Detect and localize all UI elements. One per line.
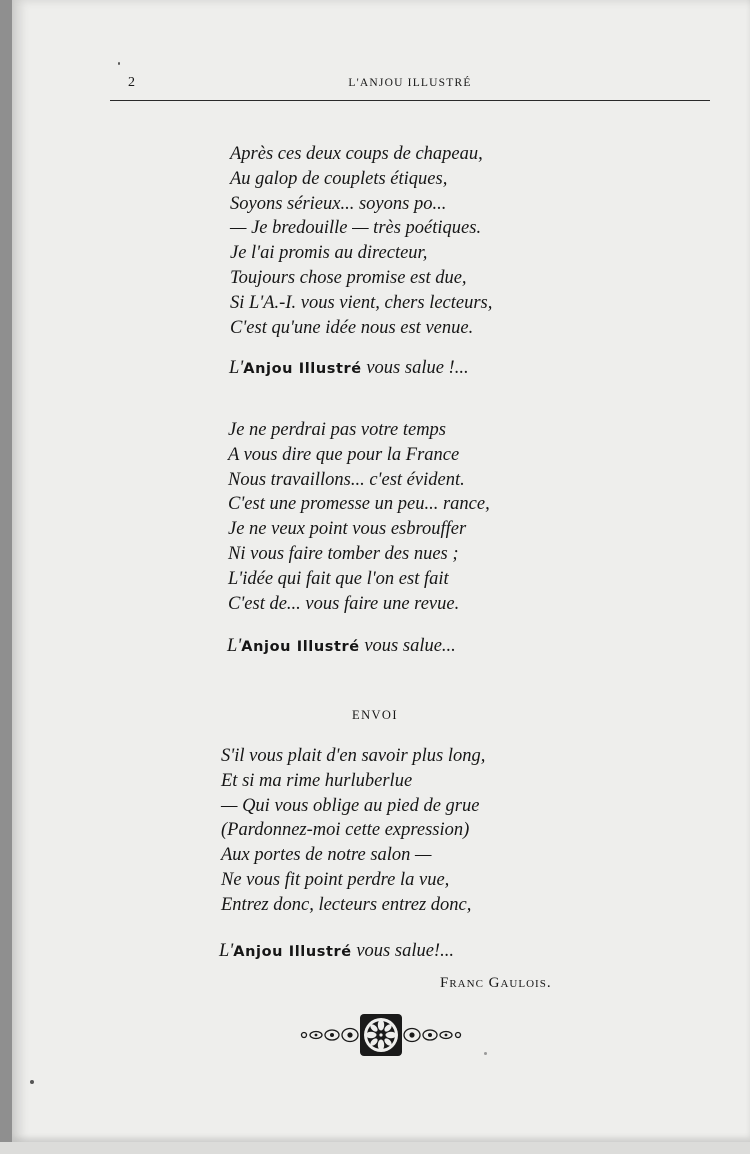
rosette-tailpiece-icon [296, 1013, 466, 1057]
journal-title: Anjou Illustré [243, 361, 362, 377]
verse-line: Ni vous faire tomber des nues ; [228, 543, 459, 564]
refrain-prefix: L' [227, 636, 242, 656]
refrain-3 [219, 941, 454, 962]
verse-line: — Je bredouille — très poétiques. [230, 218, 482, 239]
verse-line: A vous dire que pour la France [228, 444, 460, 465]
author-signature: Franc Gaulois. [440, 975, 552, 991]
stanza-3 [221, 744, 485, 918]
verse-line: (Pardonnez-moi cette expression) [221, 820, 470, 841]
verse-line: Après ces deux coups de chapeau, [230, 144, 483, 164]
refrain-1 [229, 358, 469, 379]
verse-line: Je l'ai promis au directeur, [230, 243, 428, 264]
refrain-suffix: vous salue!... [351, 941, 454, 961]
refrain-prefix: L' [229, 358, 244, 378]
verse-line: — Qui vous oblige au pied de grue [221, 795, 480, 816]
envoi-heading: ENVOI [352, 708, 398, 722]
verse-line: Toujours chose promise est due, [230, 267, 467, 288]
verse-line: S'il vous plait d'en savoir plus long, [221, 746, 486, 766]
refrain-suffix: vous salue !... [361, 358, 469, 378]
stanza-2 [228, 418, 490, 616]
page-number: 2 [128, 75, 135, 90]
paper-speck [118, 62, 120, 65]
running-header [110, 74, 710, 101]
verse-line: Au galop de couplets étiques, [230, 168, 448, 189]
refrain-prefix: L' [219, 941, 234, 961]
verse-line: C'est une promesse un peu... rance, [228, 494, 490, 515]
verse-line: L'idée qui fait que l'on est fait [228, 568, 449, 589]
verse-line: Je ne veux point vous esbrouffer [228, 519, 467, 540]
verse-line: Ne vous fit point perdre la vue, [221, 869, 450, 890]
stanza-1 [230, 142, 492, 340]
verse-line: Soyons sérieux... soyons po... [230, 193, 447, 214]
page-edge [0, 1142, 750, 1154]
refrain-2 [227, 636, 456, 657]
paper-speck [484, 1052, 487, 1055]
paper-speck [30, 1080, 34, 1084]
verse-line: C'est qu'une idée nous est venue. [230, 317, 474, 338]
verse-line: Si L'A.-I. vous vient, chers lecteurs, [230, 292, 493, 313]
refrain-suffix: vous salue... [359, 636, 456, 656]
verse-line: C'est de... vous faire une revue. [228, 593, 460, 614]
running-title: L'ANJOU ILLUSTRÉ [348, 77, 472, 89]
verse-line: Je ne perdrai pas votre temps [228, 420, 447, 440]
journal-title: Anjou Illustré [233, 944, 352, 960]
journal-title: Anjou Illustré [241, 639, 360, 655]
verse-line: Nous travaillons... c'est évident. [228, 469, 465, 490]
verse-line: Aux portes de notre salon — [221, 845, 432, 866]
verse-line: Et si ma rime hurluberlue [221, 770, 413, 791]
verse-line: Entrez donc, lecteurs entrez donc, [221, 894, 472, 915]
